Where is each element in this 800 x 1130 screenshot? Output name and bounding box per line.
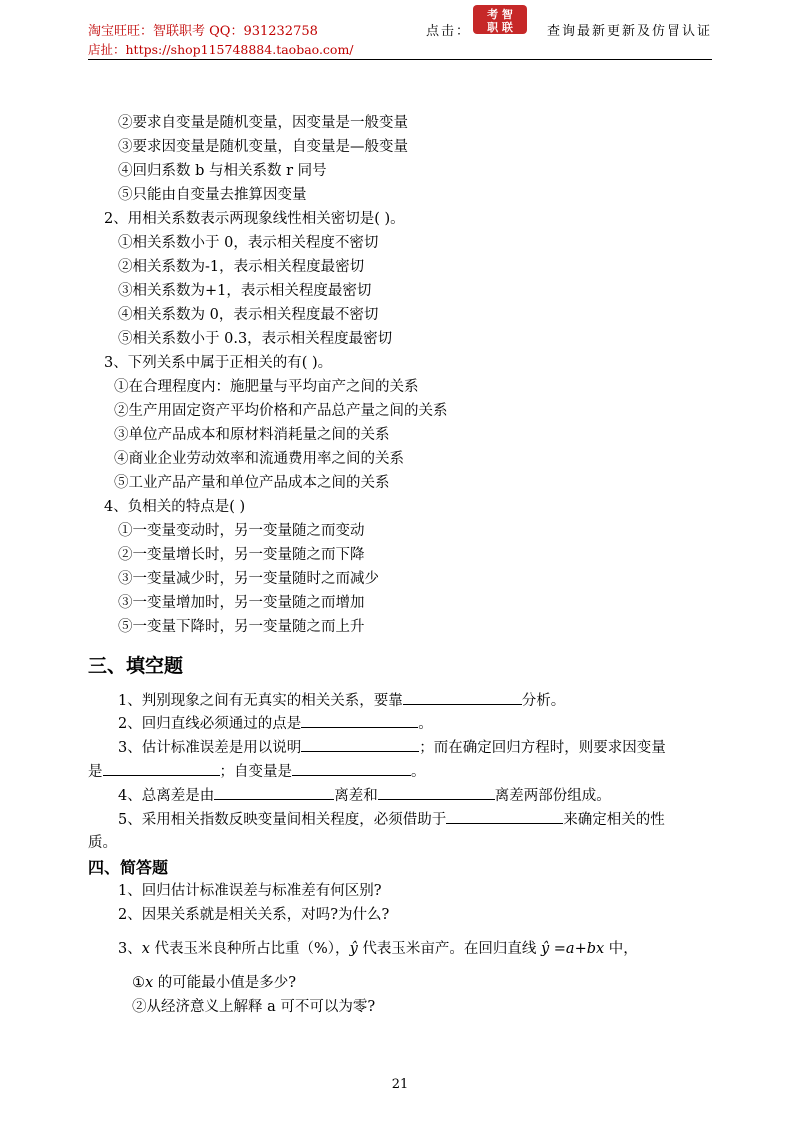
q2-option-4: ④相关系数为 0，表示相关程度最不密切: [118, 307, 379, 323]
q4-stem: 4、负相关的特点是( ): [104, 499, 246, 515]
fill-3-suffix: 。: [411, 764, 426, 780]
shop-contact-line: 淘宝旺旺：智联职考 QQ：931232758: [88, 24, 318, 39]
q2-stem: 2、用相关系数表示两现象线性相关密切是( )。: [104, 211, 405, 227]
svg-text:职 联: 职 联: [487, 21, 513, 34]
header-rule: [88, 59, 712, 60]
q2-option-3: ③相关系数为+1，表示相关程度最密切: [118, 283, 372, 299]
q4-option-5: ⑤一变量下降时，另一变量随之而上升: [118, 619, 365, 635]
q2-option-2: ②相关系数为-1，表示相关程度最密切: [118, 259, 365, 275]
fill-question-5: [118, 809, 665, 830]
fill-question-3-cont: [88, 761, 426, 782]
fill-2-text: 2、回归直线必须通过的点是: [118, 716, 302, 732]
q4-option-1: ①一变量变动时，另一变量随之而变动: [118, 523, 365, 539]
q4-option-4: ③一变量增加时，另一变量随之而增加: [118, 595, 365, 611]
fill-question-3: [118, 737, 666, 758]
q3-text-a: 代表玉米良种所占比重（%），: [149, 941, 350, 957]
fill-2-blank[interactable]: [301, 713, 418, 728]
fill-question-2: [118, 713, 433, 734]
fill-4-blank-2[interactable]: [378, 785, 495, 800]
q2-option-5: ⑤相关系数小于 0.3，表示相关程度最密切: [118, 331, 393, 347]
q4-option-2: ②一变量增长时，另一变量随之而下降: [118, 547, 365, 563]
fill-3-blank-3[interactable]: [292, 761, 411, 776]
sub1-text: 的可能最小值是多少?: [153, 975, 297, 991]
q3-text-b: 代表玉米亩产。在回归直线: [357, 941, 541, 957]
q3-option-3: ③单位产品成本和原材料消耗量之间的关系: [114, 427, 390, 443]
sub1-x-variable: x: [145, 975, 154, 991]
regression-formula: ŷ =a+bx: [540, 941, 605, 957]
fill-question-4: [118, 785, 611, 806]
q1-option-4: ④回归系数 b 与相关系数 r 同号: [118, 163, 327, 179]
fill-5-text: 5、采用相关指数反映变量间相关程度，必须借助于: [118, 812, 447, 828]
fill-1-suffix: 分析。: [521, 693, 566, 709]
q3-stem: 3、下列关系中属于正相关的有( )。: [104, 355, 333, 371]
q2-option-1: ①相关系数小于 0，表示相关程度不密切: [118, 235, 379, 251]
section-4-title: 四、简答题: [88, 858, 169, 877]
q3-option-4: ④商业企业劳动效率和流通费用率之间的关系: [114, 451, 404, 467]
q4-option-3: ③一变量减少时，另一变量随时之而减少: [118, 571, 379, 587]
q1-option-5: ⑤只能由自变量去推算因变量: [118, 187, 307, 203]
page-header: [88, 0, 712, 62]
sub1-marker: ①: [132, 975, 145, 991]
section-3-title: 三、填空题: [88, 655, 184, 677]
fill-4-blank-1[interactable]: [214, 785, 334, 800]
shop-url-link[interactable]: 店扯：https://shop115748884.taobao.com/: [88, 42, 354, 57]
verify-link[interactable]: 查询最新更新及仿冒认证: [546, 24, 712, 39]
fill-1-text: 1、判别现象之间有无真实的相关关系，要靠: [118, 693, 403, 709]
x-variable: x: [141, 941, 150, 957]
y-hat-variable: ŷ: [349, 941, 358, 957]
fill-3-blank-1[interactable]: [301, 737, 419, 752]
fill-3-blank-2[interactable]: [103, 761, 220, 776]
q1-option-2: ②要求自变量是随机变量，因变量是一般变量: [118, 115, 408, 131]
page-number: 21: [391, 1077, 409, 1092]
fill-4-mid: 离差和: [334, 788, 378, 804]
fill-3-mid2: ；自变量是: [219, 764, 292, 780]
fill-3-text: 3、估计标准误差是用以说明: [118, 740, 302, 756]
fill-4-suffix: 离差两部份组成。: [494, 788, 611, 804]
q1-option-3: ③要求因变量是随机变量，自变量是—般变量: [118, 139, 408, 155]
short-question-3: [118, 939, 638, 959]
fill-question-1: [118, 690, 565, 711]
short-question-3-sub-1: [132, 973, 296, 993]
q3-option-5: ⑤工业产品产量和单位产品成本之间的关系: [114, 475, 390, 491]
svg-text:考 智: 考 智: [487, 8, 513, 21]
q3-number: 3、: [118, 941, 142, 957]
fill-5-suffix: 来确定相关的性: [563, 812, 665, 828]
short-question-3-sub-2: ②从经济意义上解释 a 可不可以为零?: [132, 999, 376, 1015]
fill-3-prefix: 是: [88, 764, 103, 780]
fill-4-text: 4、总离差是由: [118, 788, 215, 804]
fill-5-blank[interactable]: [446, 809, 563, 824]
fill-question-5-cont: 质。: [88, 835, 117, 851]
q3-text-c: 中，: [604, 941, 638, 957]
short-question-2: 2、因果关系就是相关关系，对吗?为什么?: [118, 907, 390, 923]
click-label: 点击：: [426, 24, 472, 39]
zhilian-logo[interactable]: [471, 2, 529, 36]
q3-option-1: ①在合理程度内：施肥量与平均亩产之间的关系: [114, 379, 419, 395]
fill-1-blank[interactable]: [403, 690, 522, 705]
q3-option-2: ②生产用固定资产平均价格和产品总产量之间的关系: [114, 403, 448, 419]
short-question-1: 1、回归估计标准误差与标准差有何区别?: [118, 883, 382, 899]
fill-2-suffix: 。: [418, 716, 433, 732]
fill-3-mid: ；而在确定回归方程时，则要求因变量: [419, 740, 666, 756]
